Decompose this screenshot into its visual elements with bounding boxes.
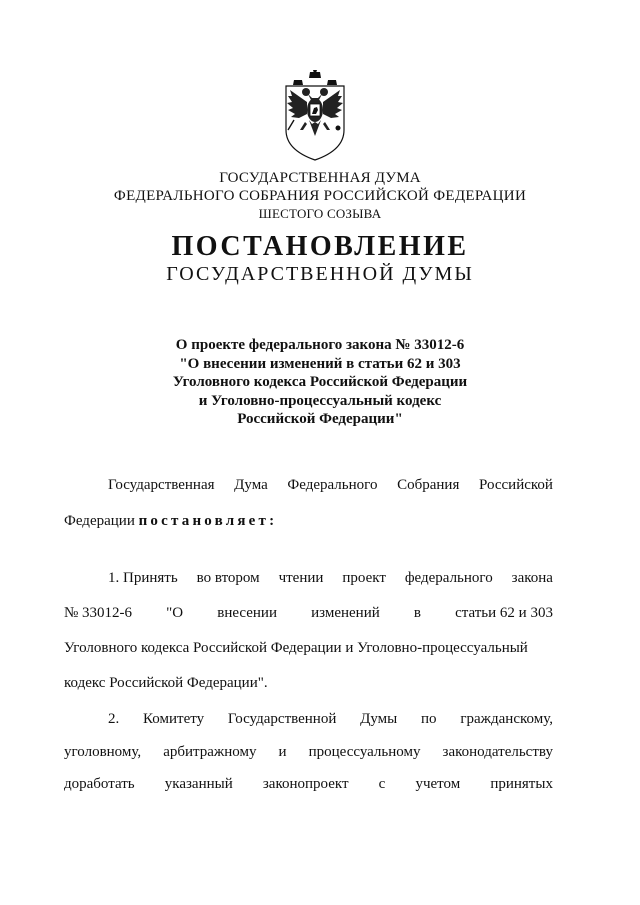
item1-line-3: Уголовного кодекса Российской Федерации и Уголовно-процессуальный: [64, 640, 528, 656]
item2-line-2: [64, 742, 553, 762]
item1-word: в: [413, 605, 421, 621]
item2-word: принятых: [490, 776, 553, 792]
item1-word: федерального: [404, 570, 493, 586]
intro-word: Российской: [479, 477, 553, 493]
decree-word: постановляет:: [138, 513, 278, 529]
item1-word: проект: [342, 570, 386, 586]
subject-line: "О внесении изменений в статьи 62 и 303: [179, 355, 461, 372]
subject-line: и Уголовно-процессуальный кодекс: [198, 392, 442, 409]
item1-word: закона: [511, 570, 553, 586]
item1-word: № 33012-6: [64, 605, 133, 621]
item2-word: Думы: [360, 711, 398, 727]
item2-word: доработать: [64, 776, 135, 792]
item2-word: Комитету: [143, 711, 205, 727]
item1-word: 1. Принять: [108, 570, 178, 586]
header-line-2: ФЕДЕРАЛЬНОГО СОБРАНИЯ РОССИЙСКОЙ ФЕДЕРАЦИИ: [113, 188, 527, 204]
item1-word: "О: [166, 605, 184, 621]
item2-word: 2.: [108, 711, 120, 727]
item1-word: изменений: [311, 605, 380, 621]
document-subtitle: ГОСУДАРСТВЕННОЙ ДУМЫ: [166, 263, 474, 285]
subject-block: [0, 336, 640, 429]
intro-word: Дума: [234, 477, 268, 493]
item1-word: во втором: [196, 570, 260, 586]
intro-word: Государственная: [108, 477, 215, 493]
item1-word: внесении: [217, 605, 277, 621]
subject-line: Уголовного кодекса Российской Федерации: [172, 374, 468, 390]
item2-word: арбитражному: [163, 744, 257, 760]
header-line-1: ГОСУДАРСТВЕННАЯ ДУМА: [219, 170, 421, 186]
item2-word: уголовному,: [64, 744, 142, 760]
document-title: ПОСТАНОВЛЕНИЕ: [171, 231, 469, 262]
intro-line-1: [108, 475, 553, 495]
intro-line-2: [64, 511, 277, 531]
item1-line-4: кодекс Российской Федерации".: [64, 675, 268, 691]
item2-word: Государственной: [227, 711, 337, 727]
subject-line: О проекте федерального закона № 33012-6: [175, 337, 465, 353]
item1-line-1: [108, 568, 553, 588]
item2-word: процессуальному: [308, 744, 421, 760]
item1-word: чтении: [278, 570, 324, 586]
item2-word: учетом: [415, 776, 461, 792]
item2-word: по: [421, 711, 437, 727]
item2-word: и: [278, 744, 287, 760]
item2-line-1: [108, 709, 553, 729]
item1-word: статьи 62 и 303: [455, 605, 553, 621]
header-line-3: ШЕСТОГО СОЗЫВА: [258, 206, 382, 221]
coat-of-arms-icon: [272, 70, 358, 164]
item2-word: с: [378, 776, 386, 792]
intro-word: Федерации: [64, 513, 135, 529]
item2-word: гражданскому,: [460, 711, 553, 727]
item1-line-2: [64, 603, 553, 623]
item2-line-3: [64, 774, 553, 794]
item2-word: указанный: [164, 776, 233, 792]
subject-line: Российской Федерации": [237, 411, 403, 427]
item2-word: законодательству: [442, 744, 553, 760]
intro-word: Собрания: [397, 477, 460, 493]
intro-word: Федерального: [287, 477, 378, 493]
item2-word: законопроект: [262, 776, 349, 792]
